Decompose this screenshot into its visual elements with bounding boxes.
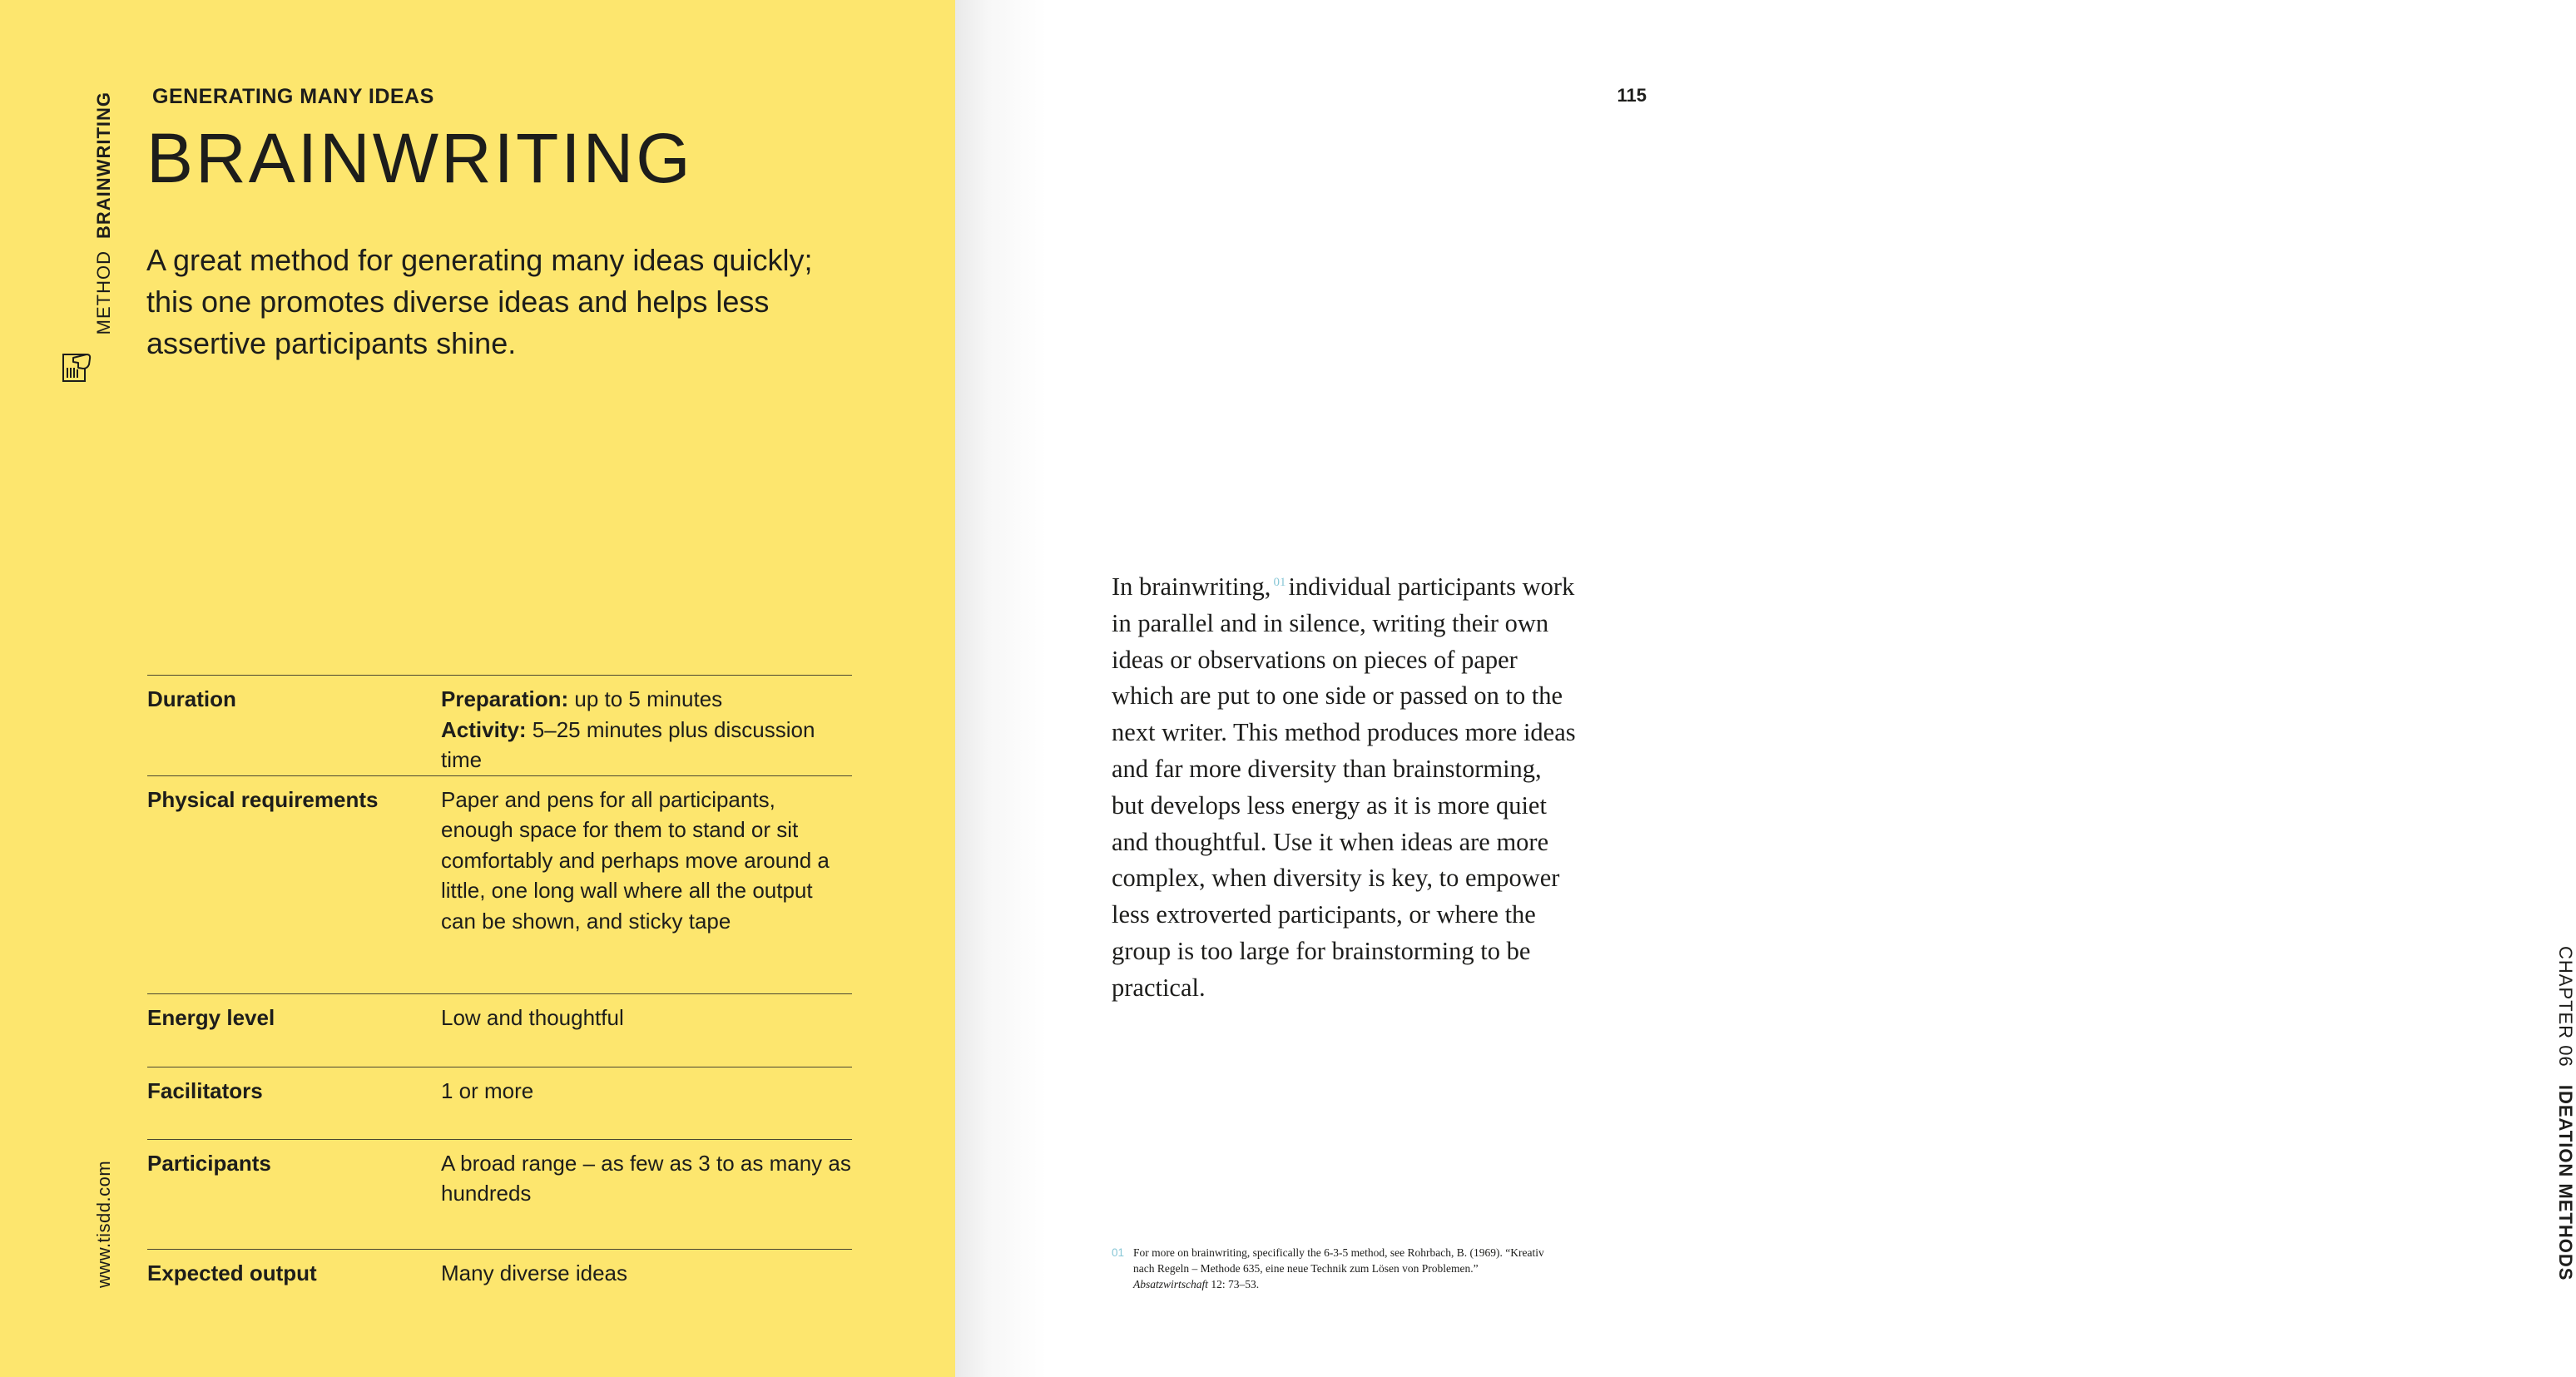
table-row — [147, 993, 852, 1067]
footnote-reference[interactable]: 01 — [1273, 575, 1286, 589]
chapter-number: CHAPTER 06 — [2555, 946, 2576, 1067]
footnote — [1112, 1245, 1553, 1292]
row-value: Many diverse ideas — [441, 1249, 852, 1288]
body-paragraph — [1112, 569, 1578, 1007]
method-label: METHOD — [93, 250, 114, 335]
row-value: A broad range – as few as 3 to as many as hundreds — [441, 1139, 852, 1249]
row-value: Paper and pens for all participants, enough space for them to stand or sit comfortably and perhaps move around a little, one long wall where all the output can be shown, and sticky tape — [441, 775, 852, 993]
row-value — [441, 676, 852, 776]
table-row — [147, 1067, 852, 1139]
table-row — [147, 1139, 852, 1249]
page-number: 115 — [1617, 85, 1647, 106]
preparation-value: up to 5 minutes — [568, 686, 723, 711]
footnote-text — [1133, 1245, 1553, 1292]
row-label: Facilitators — [147, 1067, 441, 1139]
vertical-chapter-label — [2554, 946, 2576, 1280]
preparation-label: Preparation: — [441, 686, 569, 711]
footnote-text-after: 12: 73–53. — [1208, 1278, 1260, 1290]
row-label: Physical requirements — [147, 775, 441, 993]
table-row — [147, 676, 852, 776]
method-facts-table — [147, 675, 852, 1288]
method-title-label: BRAINWRITING — [93, 92, 114, 239]
left-page — [0, 0, 955, 1377]
hand-pointing-paper-icon — [62, 348, 93, 383]
page-title: BRAINWRITING — [146, 119, 693, 197]
section-kicker: GENERATING MANY IDEAS — [152, 85, 434, 108]
activity-value: 5–25 minutes plus discussion time — [441, 716, 815, 772]
footnote-number: 01 — [1112, 1246, 1125, 1259]
footnote-text-before: For more on brainwriting, specifically the 6-3-5 method, see Rohrbach, B. (1969). “Kreativ nach Regeln – Methode 635, eine neue Technik zum Lösen von Problemen.” — [1133, 1246, 1544, 1275]
row-label: Duration — [147, 676, 441, 776]
vertical-method-label — [93, 92, 115, 334]
row-label: Expected output — [147, 1249, 441, 1288]
row-value: 1 or more — [441, 1067, 852, 1139]
footnote-journal: Absatzwirtschaft — [1133, 1278, 1209, 1290]
row-label: Energy level — [147, 993, 441, 1067]
row-label: Participants — [147, 1139, 441, 1249]
intro-text: A great method for generating many ideas quickly; this one promotes diverse ideas and helps less assertive participants shine. — [146, 243, 813, 360]
table-row — [147, 775, 852, 993]
body-text-start: In brainwriting, — [1112, 572, 1271, 601]
body-text-rest: individual participants work in parallel and in silence, writing their own ideas or observations on pieces of paper which are put to one side or passed on to the next writer. This method produces more ideas and far more diversity than brainstorming, but develops less energy as it is more quiet and thoughtful. Use it when ideas are more complex, when diversity is key, to empower less extroverted participants, or where the group is too large for brainstorming to be practical. — [1112, 572, 1576, 1002]
chapter-title: IDEATION METHODS — [2555, 1084, 2576, 1281]
activity-label: Activity: — [441, 716, 527, 742]
table-row — [147, 1249, 852, 1288]
row-value: Low and thoughtful — [441, 993, 852, 1067]
website-url: www.tisdd.com — [93, 1160, 114, 1288]
